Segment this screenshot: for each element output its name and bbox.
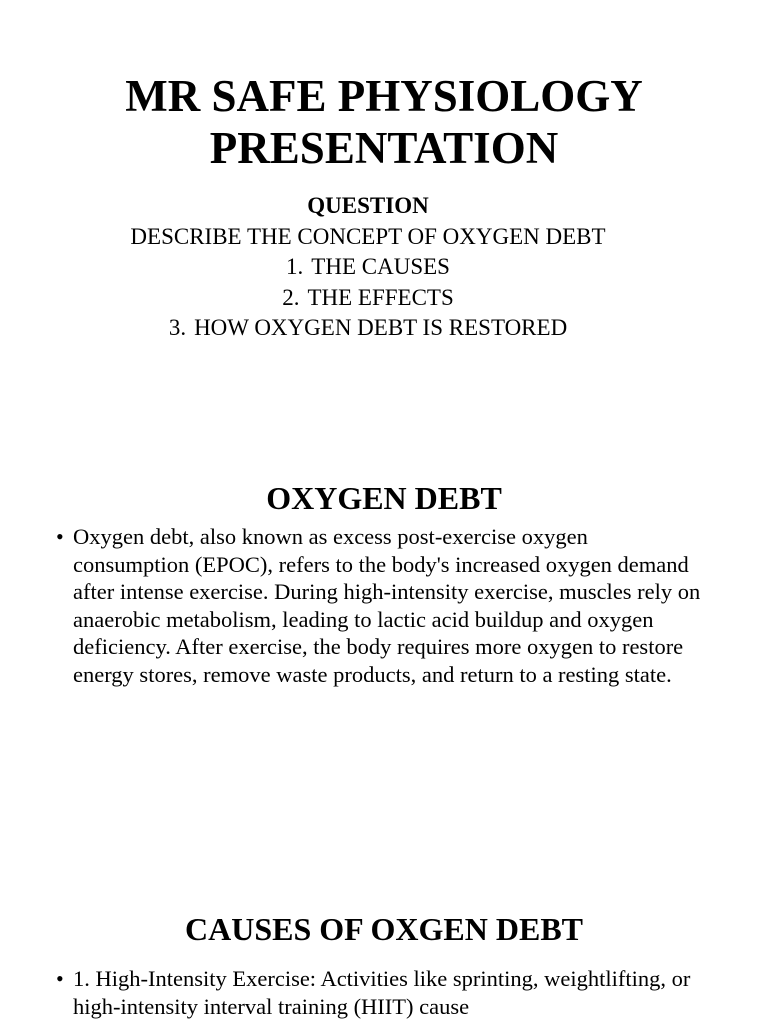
question-item-number: 2. bbox=[282, 284, 300, 310]
question-item-text: THE EFFECTS bbox=[307, 284, 454, 310]
section-title: CAUSES OF OXGEN DEBT bbox=[185, 911, 583, 947]
question-block bbox=[0, 191, 736, 344]
title-slide bbox=[0, 0, 768, 420]
question-item-number: 1. bbox=[286, 254, 304, 279]
question-item-1 bbox=[0, 252, 736, 283]
question-text: DESCRIBE THE CONCEPT OF OXYGEN DEBT bbox=[130, 223, 606, 249]
bullet-icon: • bbox=[56, 524, 64, 549]
bullet-text: 1. High-Intensity Exercise: Activities like sprinting, weightlifting, or high-intensity interval training (HIIT) cause bbox=[73, 966, 691, 1019]
bullet-list bbox=[54, 965, 704, 1020]
question-item-text: THE CAUSES bbox=[311, 254, 450, 279]
causes-slide bbox=[0, 905, 768, 1024]
bullet-icon: • bbox=[56, 966, 64, 991]
list-item bbox=[54, 965, 704, 1020]
bullet-list bbox=[54, 523, 704, 689]
list-item bbox=[54, 523, 704, 689]
question-item-text: HOW OXYGEN DEBT IS RESTORED bbox=[194, 315, 568, 340]
section-title: OXYGEN DEBT bbox=[266, 480, 502, 516]
question-label: QUESTION bbox=[307, 193, 429, 218]
question-item-2 bbox=[0, 283, 736, 314]
bullet-text: Oxygen debt, also known as excess post-exercise oxygen consumption (EPOC), refers to the body's increased oxygen demand after intense exercise. During high-intensity exercise, muscles rely on anaerobic metabolism, leading to lactic acid buildup and oxygen deficiency. After exercise, the body requires more oxygen to restore energy stores, remove waste products, and return to a resting state. bbox=[73, 524, 701, 687]
question-item-3 bbox=[0, 313, 736, 344]
presentation-title bbox=[0, 70, 768, 174]
title-line-2: PRESENTATION bbox=[209, 123, 559, 173]
title-line-1: MR SAFE PHYSIOLOGY bbox=[125, 71, 643, 121]
question-item-number: 3. bbox=[168, 315, 187, 340]
oxygen-debt-slide bbox=[0, 470, 768, 870]
